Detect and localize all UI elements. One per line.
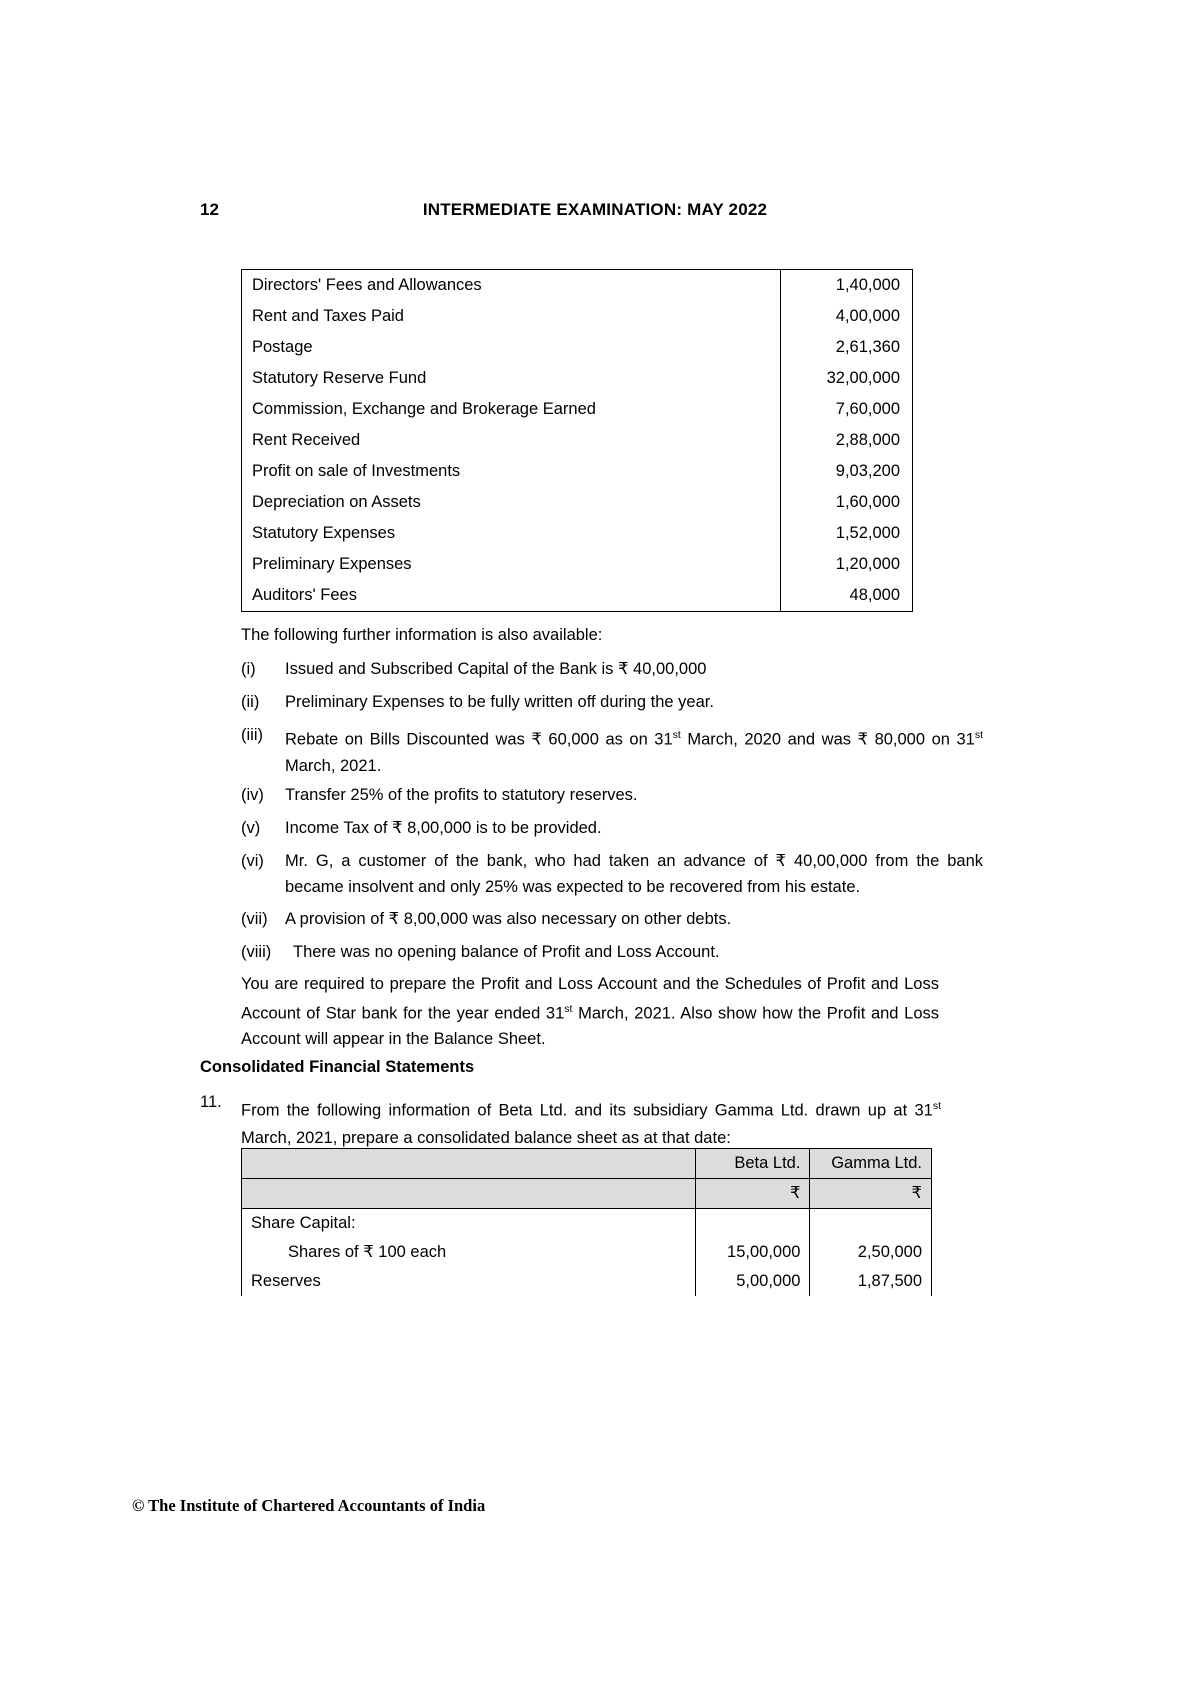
ordinal-suffix: st [932, 1100, 941, 1112]
row-label: Preliminary Expenses [242, 549, 781, 580]
list-marker: (ii) [241, 693, 260, 711]
row-label: Statutory Reserve Fund [242, 363, 781, 394]
row-gamma: 1,87,500 [810, 1267, 932, 1296]
list-text-part2: March, 2020 and was ₹ 80,000 on 31 [680, 730, 975, 749]
row-amount: 1,20,000 [835, 555, 900, 573]
header-blank-cell [242, 1149, 696, 1179]
row-amount: 2,88,000 [835, 431, 900, 449]
table-header-row [242, 1149, 932, 1179]
ordinal-suffix: st [564, 1003, 573, 1015]
row-label: Auditors' Fees [242, 580, 781, 612]
row-amount: 1,40,000 [835, 276, 900, 294]
table-row [242, 270, 913, 302]
list-text-part1: Rebate on Bills Discounted was ₹ 60,000 as on 31 [285, 730, 673, 749]
list-text: There was no opening balance of Profit and Loss Account. [293, 943, 720, 961]
section-heading: Consolidated Financial Statements [200, 1058, 475, 1076]
further-info-intro: The following further information is also available: [241, 626, 603, 644]
list-text: Transfer 25% of the profits to statutory reserves. [285, 786, 638, 804]
trial-balance-table [241, 269, 913, 612]
list-marker: (vii) [241, 910, 268, 928]
question-text [241, 1093, 941, 1152]
table-row [242, 456, 913, 487]
list-marker: (vi) [241, 852, 264, 870]
list-marker: (i) [241, 660, 256, 678]
row-gamma [810, 1209, 932, 1239]
table-row [242, 1267, 932, 1296]
header-gamma: Gamma Ltd. [810, 1149, 932, 1179]
list-marker: (iv) [241, 786, 264, 804]
list-text [285, 722, 983, 779]
ordinal-suffix: st [672, 729, 681, 741]
requirement-part1: You are required to prepare the Profit and Loss Account and the Schedules of Profit and Loss Account of Star bank for the year ended 31 [241, 975, 939, 1023]
row-label: Rent and Taxes Paid [242, 301, 781, 332]
exam-title: INTERMEDIATE EXAMINATION: MAY 2022 [422, 200, 768, 219]
list-text-part3: March, 2021. [285, 756, 382, 775]
list-marker: (viii) [241, 943, 272, 961]
row-label: Shares of ₹ 100 each [242, 1238, 696, 1267]
table-row [242, 1209, 932, 1239]
currency-blank-cell [242, 1179, 696, 1209]
row-amount: 9,03,200 [835, 462, 900, 480]
list-text: A provision of ₹ 8,00,000 was also necessary on other debts. [285, 910, 732, 928]
table-row [242, 332, 913, 363]
requirement-paragraph [241, 972, 939, 1052]
requirement-part2: March, 2021. Also show how the Profit and Loss Account will appear in the Balance Sheet. [241, 1004, 940, 1048]
consolidated-balance-table [241, 1148, 932, 1296]
row-label: Directors' Fees and Allowances [242, 270, 781, 302]
row-label: Reserves [242, 1267, 696, 1296]
ordinal-suffix: st [974, 729, 983, 741]
list-text: Issued and Subscribed Capital of the Bank is ₹ 40,00,000 [285, 660, 707, 678]
row-label: Rent Received [242, 425, 781, 456]
row-amount: 1,60,000 [835, 493, 900, 511]
table-row [242, 301, 913, 332]
row-beta [695, 1209, 810, 1239]
row-amount: 48,000 [849, 586, 900, 604]
page-number: 12 [200, 200, 219, 219]
row-amount: 1,52,000 [835, 524, 900, 542]
table-row [242, 394, 913, 425]
table-row [242, 518, 913, 549]
page-footer: © The Institute of Chartered Accountants of India [132, 1496, 486, 1515]
question-part2: March, 2021, prepare a consolidated balance sheet as at that date: [241, 1128, 731, 1147]
list-marker: (iii) [241, 726, 263, 744]
row-gamma: 2,50,000 [810, 1238, 932, 1267]
row-label: Statutory Expenses [242, 518, 781, 549]
row-label: Postage [242, 332, 781, 363]
row-beta: 5,00,000 [695, 1267, 810, 1296]
table-currency-row [242, 1179, 932, 1209]
list-text: Preliminary Expenses to be fully written off during the year. [285, 693, 714, 711]
row-amount: 2,61,360 [835, 338, 900, 356]
row-amount: 32,00,000 [826, 369, 900, 387]
row-beta: 15,00,000 [695, 1238, 810, 1267]
row-label: Commission, Exchange and Brokerage Earned [242, 394, 781, 425]
page-header [200, 200, 990, 224]
table-row [242, 363, 913, 394]
list-text: Income Tax of ₹ 8,00,000 is to be provided. [285, 819, 602, 837]
table-row [242, 1238, 932, 1267]
row-amount: 4,00,000 [835, 307, 900, 325]
table-row [242, 549, 913, 580]
currency-gamma: ₹ [810, 1179, 932, 1209]
question-number: 11. [200, 1093, 222, 1111]
list-text: Mr. G, a customer of the bank, who had taken an advance of ₹ 40,00,000 from the bank became insolvent and only 25% was expected to be recovered from his estate. [285, 852, 983, 896]
row-label: Profit on sale of Investments [242, 456, 781, 487]
row-label: Share Capital: [242, 1209, 696, 1239]
table-row [242, 580, 913, 612]
row-amount: 7,60,000 [835, 400, 900, 418]
table-row [242, 487, 913, 518]
question-part1: From the following information of Beta Ltd. and its subsidiary Gamma Ltd. drawn up at 31 [241, 1101, 933, 1120]
row-label: Depreciation on Assets [242, 487, 781, 518]
header-beta: Beta Ltd. [695, 1149, 810, 1179]
list-marker: (v) [241, 819, 261, 837]
currency-beta: ₹ [695, 1179, 810, 1209]
table-row [242, 425, 913, 456]
